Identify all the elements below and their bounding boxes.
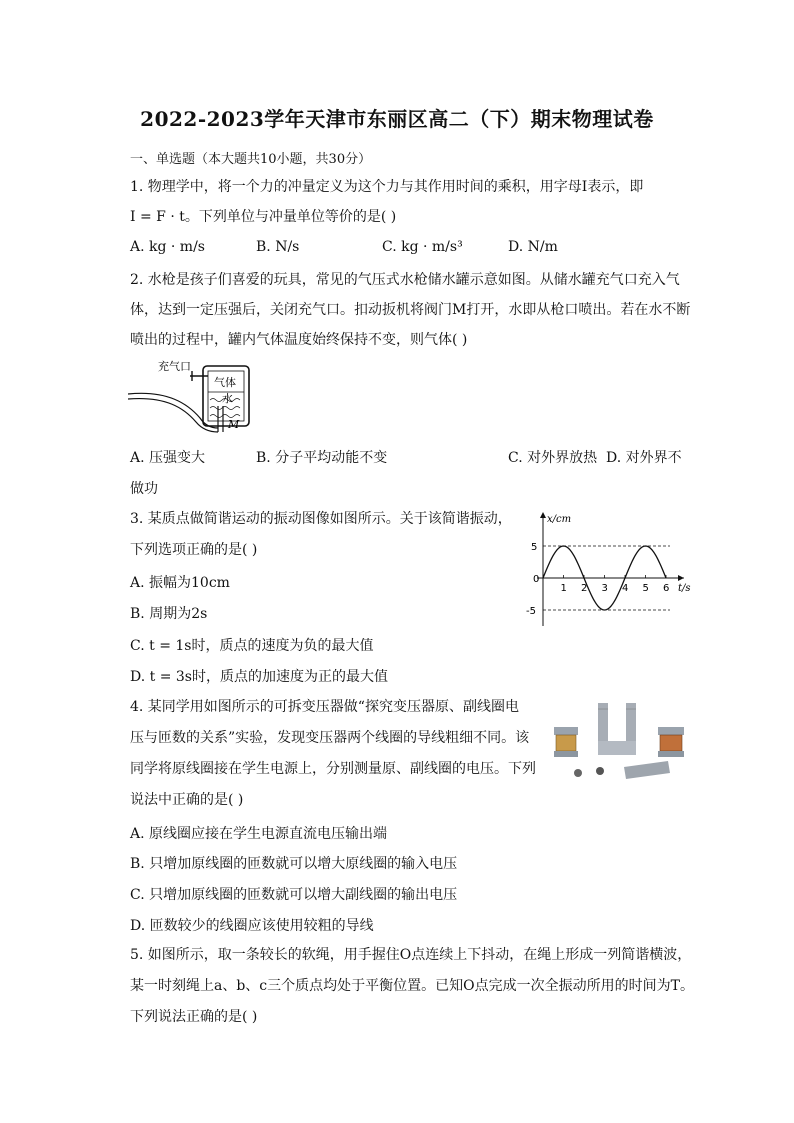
q2-line1: 2. 水枪是孩子们喜爱的玩具，常见的气压式水枪储水罐示意如图。从储水罐充气口充入气 bbox=[130, 272, 680, 288]
q2-line2: 体，达到一定压强后，关闭充气口。扣动扳机将阀门M打开，水即从枪口喷出。若在水不断 bbox=[130, 302, 691, 318]
q1-option-a: A. kg · m/s bbox=[130, 239, 205, 255]
q3-option-a: A. 振幅为10cm bbox=[130, 575, 230, 591]
x-axis-arrow bbox=[678, 575, 684, 581]
q2-option-d-cont: 做功 bbox=[130, 481, 158, 497]
q2-option-d: D. 对外界不 bbox=[606, 450, 682, 466]
q4-option-a: A. 原线圈应接在学生电源直流电压输出端 bbox=[130, 826, 388, 842]
q1-line2: I = F · t。下列单位与冲量单位等价的是( ) bbox=[130, 209, 397, 225]
fig-inlet-label: 充气口 bbox=[158, 360, 191, 373]
q1-line1: 1. 物理学中，将一个力的冲量定义为这个力与其作用时间的乘积，用字母I表示，即 bbox=[130, 179, 644, 195]
x-tick-label-3: 3 bbox=[601, 583, 608, 594]
x-tick-label-6: 6 bbox=[663, 583, 670, 594]
q3-option-d: D. t = 3s时，质点的加速度为正的最大值 bbox=[130, 669, 388, 685]
q3-option-c: C. t = 1s时，质点的速度为负的最大值 bbox=[130, 638, 374, 654]
q3-line2: 下列选项正确的是( ) bbox=[130, 542, 258, 558]
q3-line1: 3. 某质点做简谐运动的振动图像如图所示。关于该简谐振动， bbox=[130, 511, 512, 527]
x-tick-label-1: 1 bbox=[560, 583, 567, 594]
fig-valve-label: M bbox=[228, 418, 240, 431]
y-tick-label-neg5: -5 bbox=[526, 606, 536, 617]
q1-option-d: D. N/m bbox=[508, 239, 558, 255]
q4-line1: 4. 某同学用如图所示的可拆变压器做“探究变压器原、副线圈电 bbox=[130, 699, 519, 715]
shm-chart bbox=[525, 508, 695, 632]
y-axis-arrow bbox=[540, 512, 546, 518]
q3-option-b: B. 周期为2s bbox=[130, 606, 208, 622]
q2-option-c: C. 对外界放热 bbox=[508, 450, 598, 466]
q2-option-a: A. 压强变大 bbox=[130, 450, 206, 466]
y-tick-label-5: 5 bbox=[531, 542, 538, 553]
section-heading: 一、单选题（本大题共10小题，共30分） bbox=[130, 152, 372, 167]
q4-option-c: C. 只增加原线圈的匝数就可以增大副线圈的输出电压 bbox=[130, 887, 458, 903]
q2-line3: 喷出的过程中，罐内气体温度始终保持不变，则气体( ) bbox=[130, 332, 468, 348]
page-title: 2022-2023学年天津市东丽区高二（下）期末物理试卷 bbox=[140, 107, 654, 131]
x-tick-label-5: 5 bbox=[642, 583, 649, 594]
x-tick-label-4: 4 bbox=[622, 583, 629, 594]
transformer-photo bbox=[550, 695, 690, 789]
q2-option-b: B. 分子平均动能不变 bbox=[256, 450, 388, 466]
q4-line4: 说法中正确的是( ) bbox=[130, 792, 244, 808]
q5-line1: 5. 如图所示，取一条较长的软绳，用手握住O点连续上下抖动，在绳上形成一列简谐横波， bbox=[130, 947, 692, 963]
water-gun-diagram bbox=[128, 356, 258, 436]
q5-line3: 下列说法正确的是( ) bbox=[130, 1009, 258, 1025]
q1-option-b: B. N/s bbox=[256, 239, 300, 255]
x-tick-label-0: 0 bbox=[533, 574, 540, 585]
q4-option-d: D. 匝数较少的线圈应该使用较粗的导线 bbox=[130, 918, 374, 934]
fig-water-label: 水 bbox=[222, 392, 233, 405]
x-tick-label-2: 2 bbox=[581, 583, 588, 594]
q5-line2: 某一时刻绳上a、b、c三个质点均处于平衡位置。已知O点完成一次全振动所用的时间为T。 bbox=[130, 978, 694, 994]
q4-line3: 同学将原线圈接在学生电源上，分别测量原、副线圈的电压。下列 bbox=[130, 761, 536, 777]
y-axis-label: x/cm bbox=[547, 514, 572, 525]
q4-line2: 压与匝数的关系”实验，发现变压器两个线圈的导线粗细不同。该 bbox=[130, 730, 530, 746]
q1-option-c: C. kg · m/s³ bbox=[382, 239, 463, 255]
fig-gas-label: 气体 bbox=[214, 376, 236, 389]
q4-option-b: B. 只增加原线圈的匝数就可以增大原线圈的输入电压 bbox=[130, 856, 458, 872]
x-axis-label: t/s bbox=[678, 583, 691, 594]
